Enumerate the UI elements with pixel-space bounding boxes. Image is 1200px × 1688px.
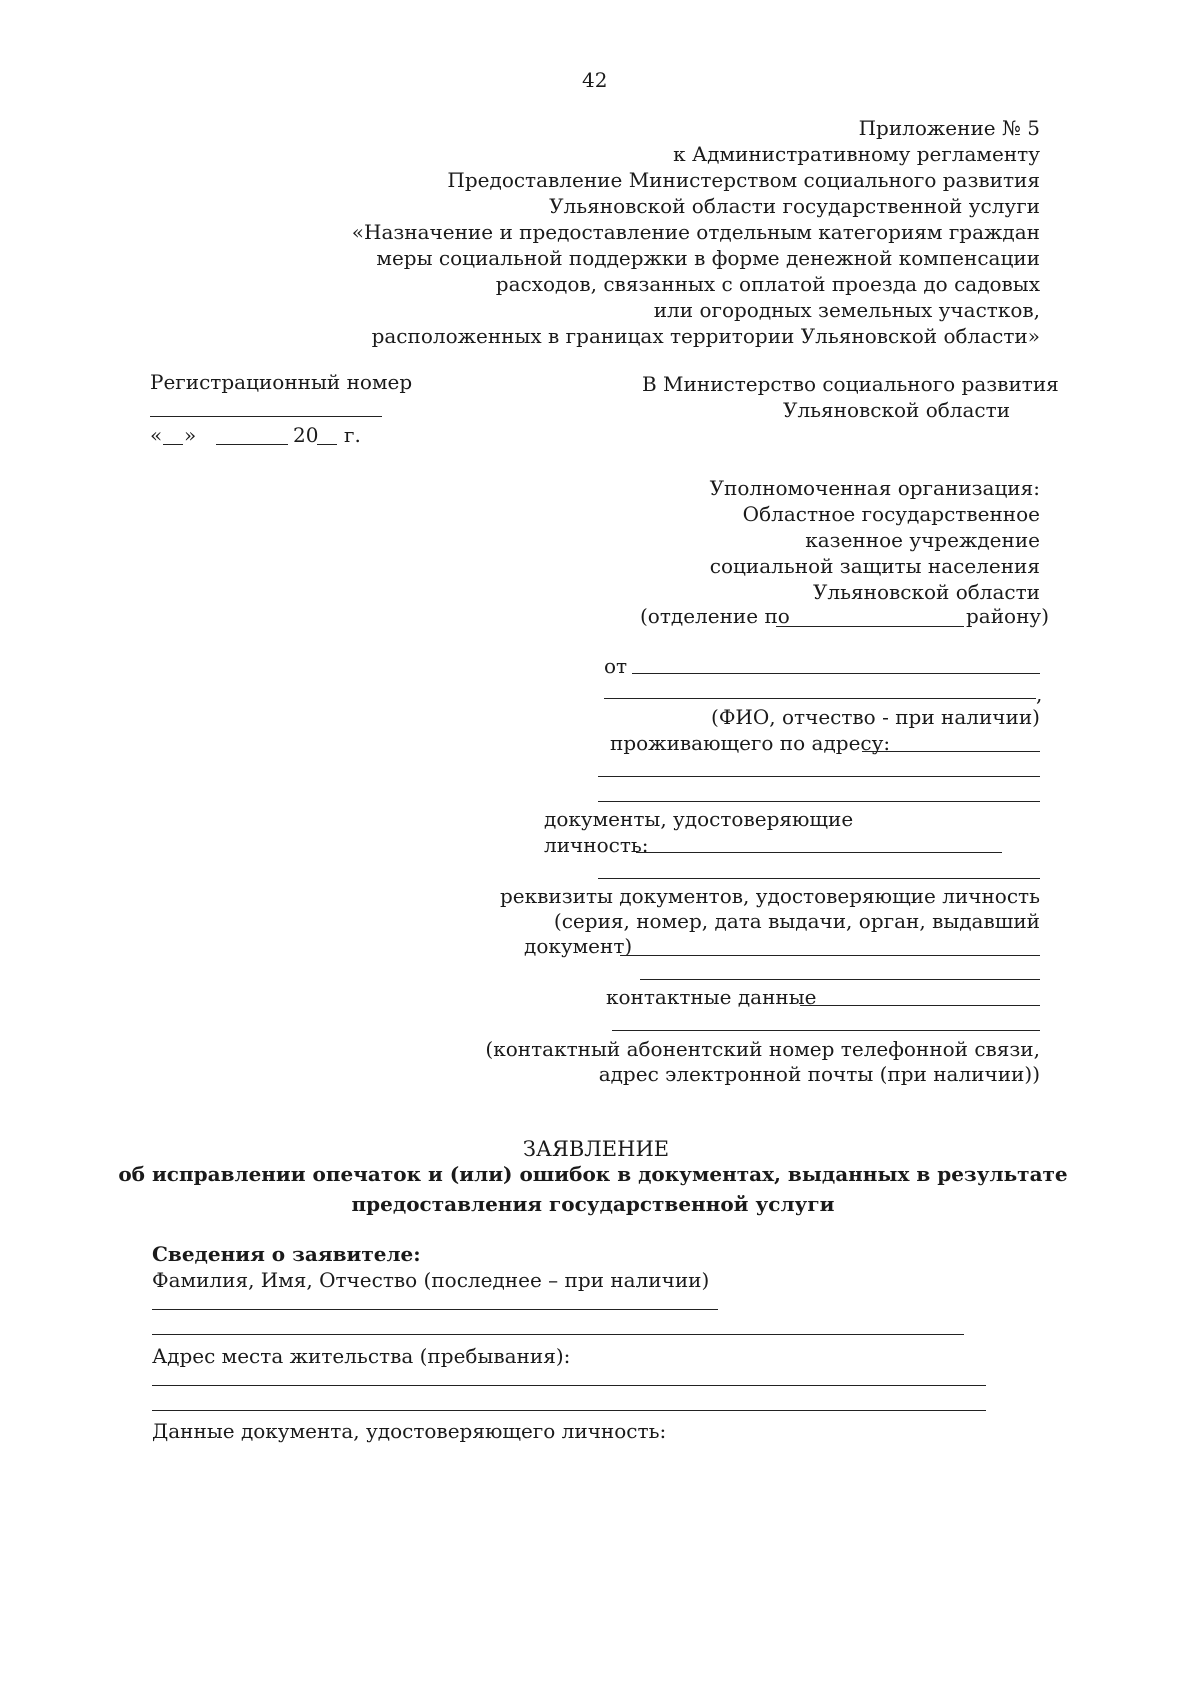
address-label: проживающего по адресу: — [610, 731, 891, 755]
address-residence-label: Адрес места жительства (пребывания): — [152, 1344, 571, 1368]
contacts-hint-2: адрес электронной почты (при наличии)) — [598, 1062, 1040, 1086]
fio-line-1[interactable] — [152, 1309, 718, 1310]
id-document-label: Данные документа, удостоверяющего личность: — [152, 1419, 667, 1443]
address-line-2[interactable] — [598, 776, 1040, 777]
requisites-label-2: (серия, номер, дата выдачи, орган, выдавший — [553, 909, 1040, 933]
statement-subtitle-1: об исправлении опечаток и (или) ошибок в документах, выданных в результате — [118, 1162, 1068, 1186]
addressee-line-1: В Министерство социального развития — [642, 372, 1059, 396]
requisites-line-2[interactable] — [640, 979, 1040, 980]
organization-line: Ульяновской области — [812, 580, 1040, 604]
branch-prefix: (отделение по — [640, 604, 790, 628]
registration-label: Регистрационный номер — [150, 370, 413, 394]
date-month-line[interactable] — [216, 444, 288, 445]
address-residence-line-2[interactable] — [152, 1410, 986, 1411]
id-docs-line-1[interactable] — [636, 852, 1002, 853]
branch-suffix: району) — [966, 604, 1049, 628]
fio-line-2[interactable] — [152, 1334, 964, 1335]
appendix-line: «Назначение и предоставление отдельным категориям граждан — [351, 220, 1040, 244]
id-docs-line-2[interactable] — [598, 878, 1040, 879]
requisites-label-1: реквизиты документов, удостоверяющие личность — [500, 884, 1040, 908]
id-docs-label-1: документы, удостоверяющие — [544, 807, 854, 831]
date-year-prefix: 20 — [293, 423, 319, 447]
organization-line: Уполномоченная организация: — [709, 476, 1040, 500]
addressee-line-2: Ульяновской области — [783, 398, 1011, 422]
address-residence-line-1[interactable] — [152, 1385, 986, 1386]
registration-number-line[interactable] — [150, 416, 382, 417]
organization-line: социальной защиты населения — [709, 554, 1040, 578]
appendix-line: меры социальной поддержки в форме денежной компенсации — [376, 246, 1040, 270]
address-line-3[interactable] — [598, 801, 1040, 802]
appendix-line: или огородных земельных участков, — [653, 298, 1040, 322]
statement-title: ЗАЯВЛЕНИЕ — [522, 1137, 670, 1161]
appendix-line: Предоставление Министерством социального развития — [447, 168, 1040, 192]
date-open-quote: « — [150, 423, 163, 447]
date-year-line[interactable] — [317, 444, 337, 445]
page-number: 42 — [582, 68, 608, 92]
statement-subtitle-2: предоставления государственной услуги — [351, 1192, 835, 1216]
date-close-quote: » — [184, 423, 197, 447]
organization-line: Областное государственное — [742, 502, 1040, 526]
fio-hint: (ФИО, отчество - при наличии) — [711, 705, 1040, 729]
requisites-line-1[interactable] — [620, 955, 1040, 956]
appendix-line: Ульяновской области государственной услуги — [549, 194, 1040, 218]
branch-district-line[interactable] — [776, 626, 964, 627]
from-name-line[interactable] — [632, 673, 1040, 674]
requisites-label-3: документ) — [524, 934, 633, 958]
organization-line: казенное учреждение — [805, 528, 1040, 552]
contacts-label: контактные данные — [606, 985, 817, 1009]
contacts-hint-1: (контактный абонентский номер телефонной связи, — [485, 1037, 1040, 1061]
from-name-line-2[interactable] — [604, 698, 1036, 699]
from-label: от — [604, 654, 628, 678]
date-year-suffix: г. — [344, 423, 361, 447]
from-comma: , — [1036, 682, 1043, 706]
id-docs-label-2: личность: — [544, 833, 649, 857]
appendix-line: Приложение № 5 — [858, 116, 1040, 140]
appendix-line: расходов, связанных с оплатой проезда до садовых — [495, 272, 1040, 296]
fio-label: Фамилия, Имя, Отчество (последнее – при наличии) — [152, 1268, 710, 1292]
contacts-line-2[interactable] — [612, 1030, 1040, 1031]
contacts-line-1[interactable] — [800, 1005, 1040, 1006]
appendix-line: расположенных в границах территории Ульяновской области» — [371, 324, 1040, 348]
applicant-info-heading: Сведения о заявителе: — [152, 1242, 421, 1266]
date-day-line[interactable] — [163, 444, 183, 445]
appendix-line: к Административному регламенту — [673, 142, 1040, 166]
address-line-1[interactable] — [862, 751, 1040, 752]
